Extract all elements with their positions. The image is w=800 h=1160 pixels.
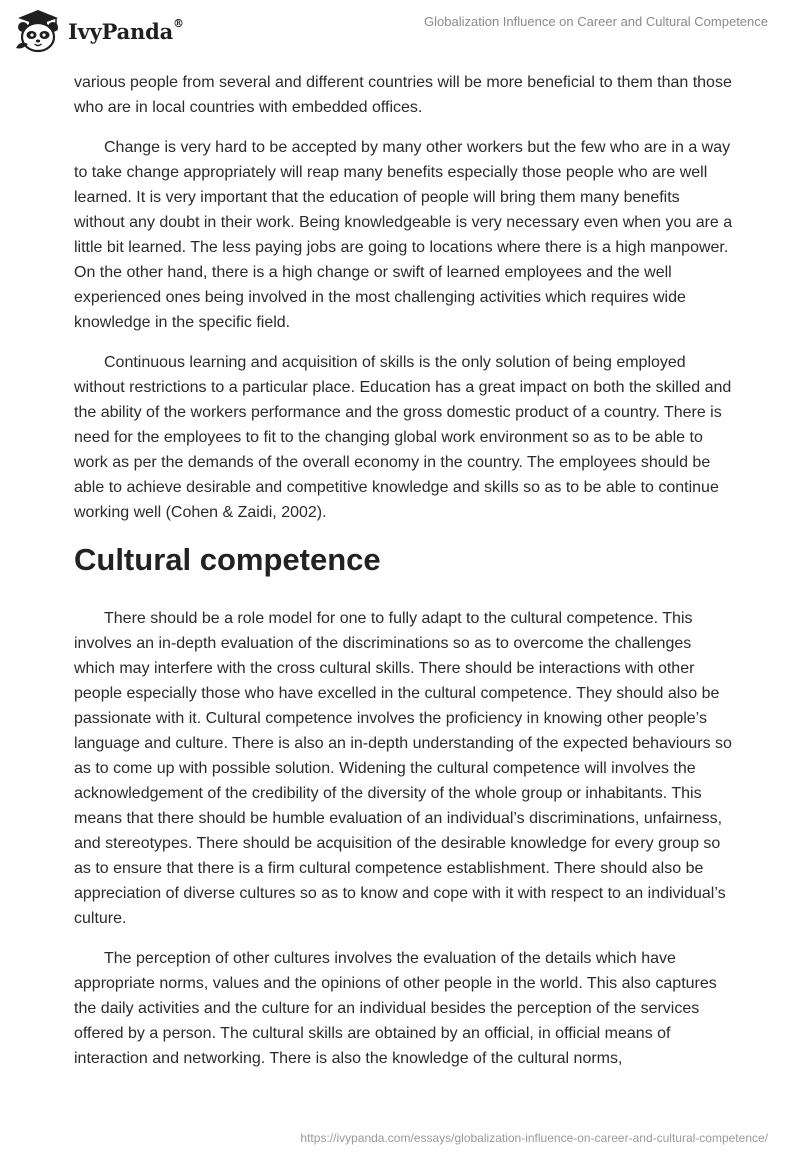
logo[interactable] xyxy=(14,8,184,54)
paragraph: various people from several and different countries will be more beneficial to them than those who are in local countries with embedded offices. xyxy=(74,74,732,116)
brand-name: IvyPanda® xyxy=(68,16,184,44)
page-header xyxy=(0,0,800,70)
paragraph: Change is very hard to be accepted by many other workers but the few who are in a way to take change appropriately will reap many benefits especially those people who are well learned. It is very important that the education of people will bring them many benefits without any doubt in their work. Being knowledgeable is very necessary even when you are a little bit learned. The less paying jobs are going to locations where there is a high manpower. On the other hand, there is a high change or swift of learned employees and the well experienced ones being involved in the most challenging activities which requires wide knowledge in the specific field. xyxy=(74,139,733,331)
section-heading: Cultural competence xyxy=(74,542,381,577)
document-title: Globalization Influence on Career and Cultural Competence xyxy=(424,14,768,29)
panda-logo-icon xyxy=(14,8,62,54)
source-url[interactable]: https://ivypanda.com/essays/globalization-influence-on-career-and-cultural-competence/ xyxy=(300,1131,768,1145)
paragraph: Continuous learning and acquisition of skills is the only solution of being employed without restrictions to a particular place. Education has a great impact on both the skilled and the ability of the workers performance and the gross domestic product of a country. There is need for the employees to fit to the changing global work environment so as to be able to work as per the demands of the overall economy in the country. The employees should be able to achieve desirable and competitive knowledge and skills so as to be able to continue working well (Cohen & Zaidi, 2002). xyxy=(74,354,732,521)
essay-body xyxy=(74,70,734,1086)
paragraph: There should be a role model for one to fully adapt to the cultural competence. This involves an in-depth evaluation of the discriminations so as to overcome the challenges which may interfere with the cross cultural skills. There should be interactions with other people especially those who have excelled in the cultural competence. They should also be passionate with it. Cultural competence involves the proficiency in knowing other people’s language and culture. There is also an in-depth understanding of the expected behaviours so as to come up with possible solution. Widening the cultural competence will involves the acknowledgement of the credibility of the diversity of the whole group or inhabitants. This means that there should be humble evaluation of an individual’s discriminations, unfairness, and stereotypes. There should be acquisition of the desirable knowledge for every group so as to ensure that there is a firm cultural competence establishment. There should also be appreciation of diverse cultures so as to know and cope with it with respect to an individual’s culture. xyxy=(74,610,732,927)
paragraph: The perception of other cultures involves the evaluation of the details which have appropriate norms, values and the opinions of other people in the world. This also captures the daily activities and the culture for an individual besides the perception of the services offered by a person. The cultural skills are obtained by an official, in official means of interaction and networking. There is also the knowledge of the cultural norms, xyxy=(74,950,717,1067)
